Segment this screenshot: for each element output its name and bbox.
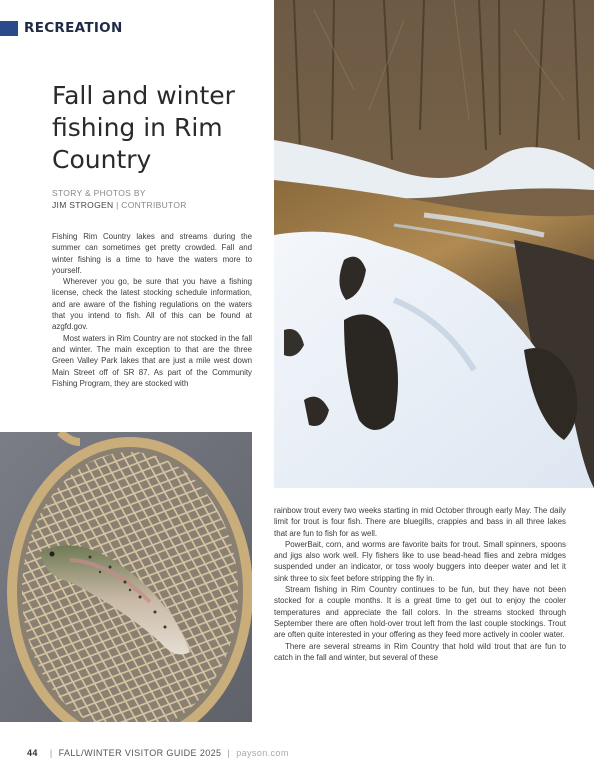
article-column-1 <box>52 231 252 389</box>
section-accent-bar <box>0 21 18 36</box>
paragraph: Most waters in Rim Country are not stocked in the fall and winter. The main exception to that are the three Green Valley Park lakes that are just a mile west down Main Street off of SR 87. As part of the Community Fishing Program, they are stocked with <box>52 333 252 388</box>
byline-credit: STORY & PHOTOS BY <box>52 188 146 198</box>
publication-name: FALL/WINTER VISITOR GUIDE 2025 <box>58 748 222 758</box>
paragraph: rainbow trout every two weeks starting in mid October through early May. The daily limit for trout is four fish. There are bluegills, crappies and bass in all three lakes that are fun to fish for as well. <box>274 506 566 538</box>
byline-separator: | <box>116 200 119 210</box>
paragraph: Stream fishing in Rim Country continues to be fun, but they have not been stocked for a couple months. It is a great time to get out to enjoy the cooler temperatures and appreciate the fall colors. In the streams stocked through September there are often hold-over trout left from the last couple stockings. Trout are often quite interested in your offering as they feed more actively in cooler water. <box>274 585 566 640</box>
paragraph: Fishing Rim Country lakes and streams during the summer can sometimes get pretty crowded. Fall and winter fishing is a time to have the waters more to yourself. <box>52 232 252 275</box>
paragraph: PowerBait, corn, and worms are favorite baits for trout. Small spinners, spoons and jigs also work well. Fly fishers like to use bead-head flies and zebra midges suspended under an indicator, or toss wooly buggers into deeper water and let it sink three to six feet before stripping the fly in. <box>274 539 566 583</box>
section-tag <box>0 20 123 36</box>
article-headline: Fall and winter fishing in Rim Country <box>52 81 235 174</box>
article-column-2 <box>274 505 566 663</box>
section-label: RECREATION <box>24 20 123 36</box>
paragraph: There are several streams in Rim Country that hold wild trout that are fun to catch in the fall and winter, but several of these <box>274 641 566 662</box>
snowy-creek-photo <box>274 0 594 488</box>
paragraph: Wherever you go, be sure that you have a fishing license, check the latest stocking schedule information, and are aware of the fishing regulations on the waters that you intend to fish. All of this can be found at azgfd.gov. <box>52 277 252 332</box>
page-number: 44 <box>27 748 38 758</box>
byline-author-line <box>52 199 187 211</box>
byline-author: JIM STROGEN <box>52 200 114 210</box>
byline <box>52 187 187 211</box>
footer-separator: | <box>49 748 53 758</box>
page-footer <box>27 748 289 758</box>
footer-separator: | <box>227 748 231 758</box>
trout-in-net-photo <box>0 432 252 722</box>
website-link[interactable]: payson.com <box>236 748 289 758</box>
byline-role: CONTRIBUTOR <box>121 200 187 210</box>
